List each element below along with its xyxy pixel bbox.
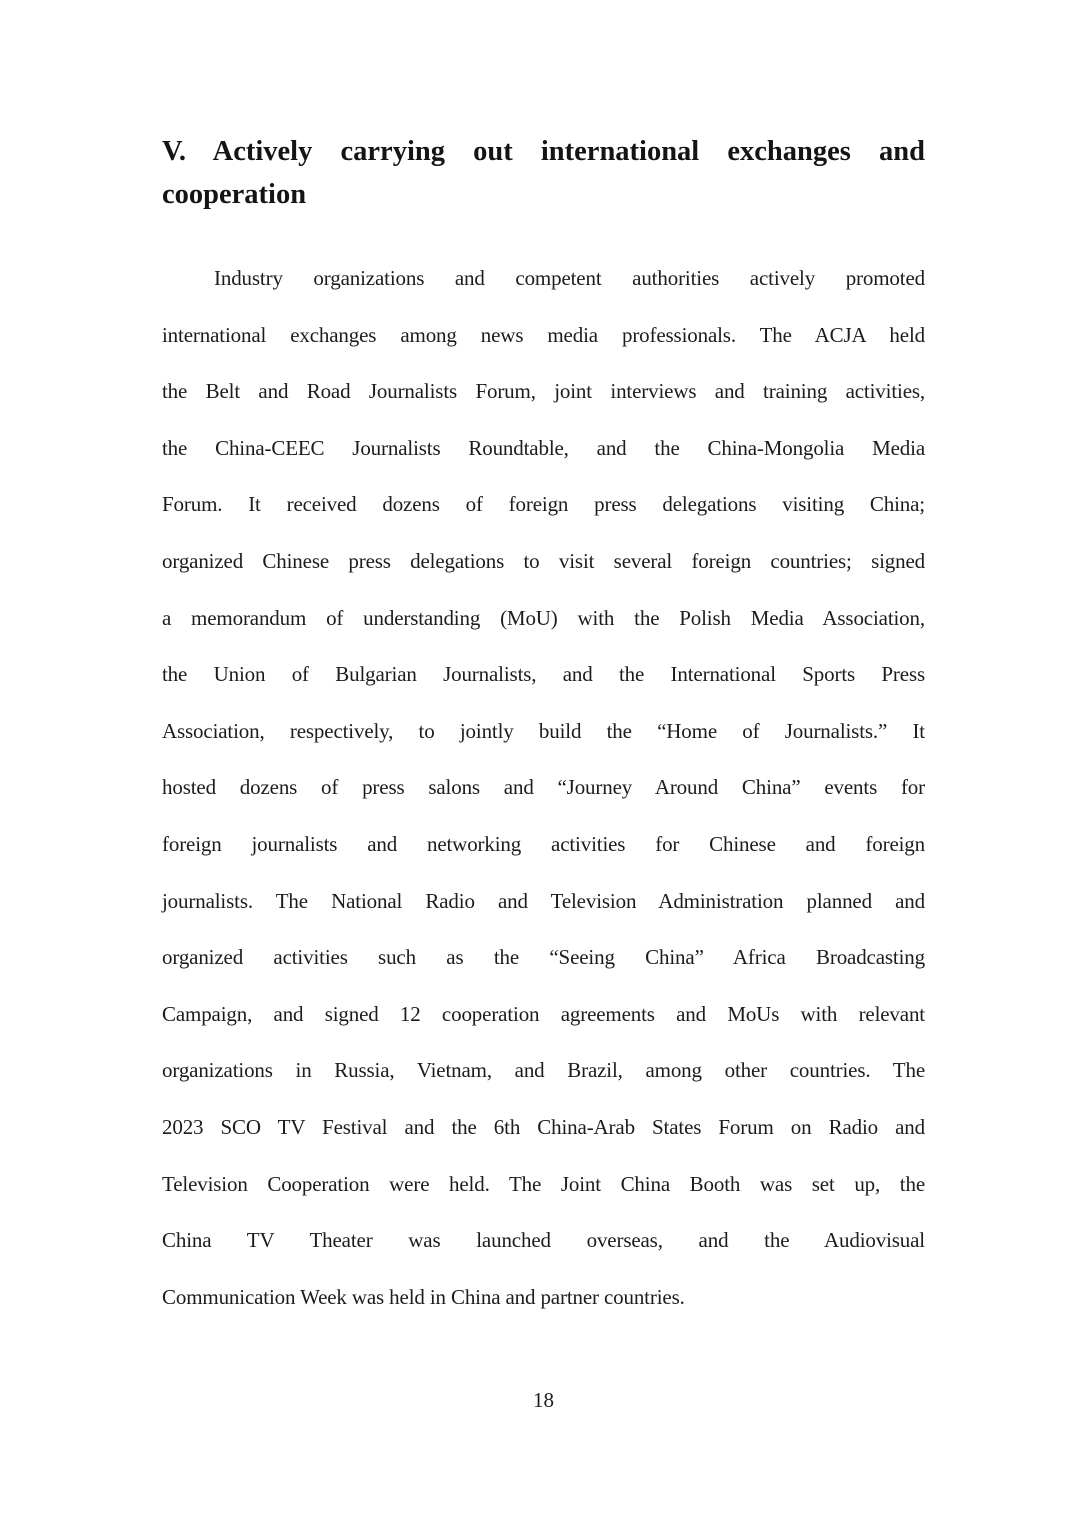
- paragraph-line: a memorandum of understanding (MoU) with the Polish Media Association,: [162, 605, 925, 630]
- paragraph-line: organized Chinese press delegations to visit several foreign countries; signed: [162, 548, 925, 573]
- page-number: 18: [533, 1388, 554, 1412]
- paragraph-line: Campaign, and signed 12 cooperation agreements and MoUs with relevant: [162, 1001, 925, 1026]
- paragraph-line: Communication Week was held in China and partner countries.: [162, 1284, 685, 1309]
- paragraph-line: organized activities such as the “Seeing China” Africa Broadcasting: [162, 945, 925, 970]
- paragraph-line: Television Cooperation were held. The Joint China Booth was set up, the: [162, 1171, 925, 1196]
- paragraph-line: the Union of Bulgarian Journalists, and the International Sports Press: [162, 662, 925, 687]
- paragraph-line: Industry organizations and competent authorities actively promoted: [214, 266, 925, 290]
- paragraph-line: the China-CEEC Journalists Roundtable, and the China-Mongolia Media: [162, 435, 925, 460]
- paragraph-line: hosted dozens of press salons and “Journey Around China” events for: [162, 775, 925, 800]
- paragraph-line: Association, respectively, to jointly build the “Home of Journalists.” It: [162, 718, 925, 743]
- paragraph-line: journalists. The National Radio and Television Administration planned and: [162, 888, 925, 913]
- heading-line: cooperation: [162, 179, 307, 210]
- paragraph-line: the Belt and Road Journalists Forum, joint interviews and training activities,: [162, 379, 925, 404]
- body-paragraph: [162, 250, 925, 1325]
- paragraph-line: Forum. It received dozens of foreign press delegations visiting China;: [162, 492, 925, 517]
- paragraph-line: foreign journalists and networking activities for Chinese and foreign: [162, 831, 925, 856]
- page-content: [162, 0, 925, 1325]
- heading-line: V. Actively carrying out international exchanges and: [162, 136, 925, 167]
- paragraph-line: 2023 SCO TV Festival and the 6th China-Arab States Forum on Radio and: [162, 1114, 925, 1139]
- paragraph-line: China TV Theater was launched overseas, and the Audiovisual: [162, 1228, 925, 1253]
- paragraph-line: international exchanges among news media professionals. The ACJA held: [162, 322, 925, 347]
- paragraph-line: organizations in Russia, Vietnam, and Brazil, among other countries. The: [162, 1058, 925, 1083]
- section-heading: [162, 130, 925, 216]
